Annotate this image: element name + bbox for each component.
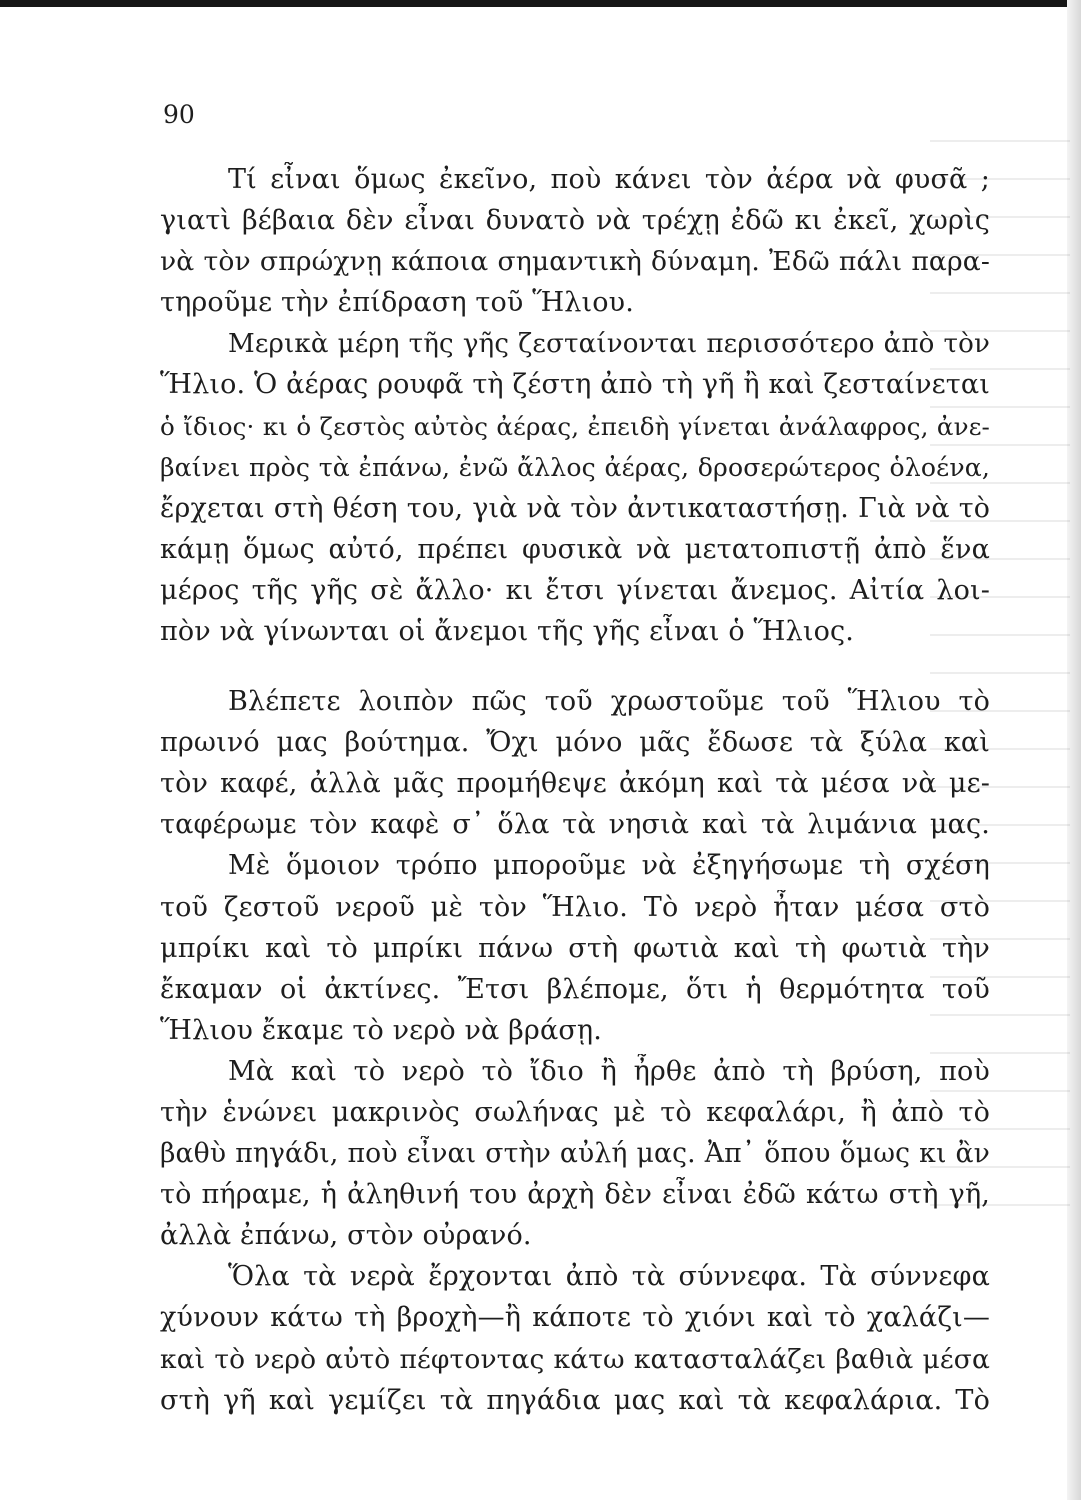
- text-line: τὴν ἑνώνει μακρινὸς σωλήνας μὲ τὸ κεφαλάρι, ἢ ἀπὸ τὸ: [160, 1096, 990, 1128]
- text-line: τὸ πήραμε, ἡ ἀληθινή του ἀρχὴ δὲν εἶναι ἐδῶ κάτω στὴ γῆ,: [160, 1179, 990, 1211]
- text-line: χύνουν κάτω τὴ βροχὴ—ἢ κάποτε τὸ χιόνι καὶ τὸ χαλάζι—: [160, 1302, 990, 1334]
- text-line: πὸν νὰ γίνωνται οἱ ἄνεμοι τῆς γῆς εἶναι ὁ Ἥλιος.: [160, 616, 855, 648]
- text-line: Ὅλα τὰ νερὰ ἔρχονται ἀπὸ τὰ σύννεφα. Τὰ σύννεφα: [228, 1261, 990, 1293]
- text-line: τηροῦμε τὴν ἐπίδραση τοῦ Ἥλιου.: [160, 287, 634, 319]
- text-line: κάμῃ ὅμως αὐτό, πρέπει φυσικὰ νὰ μετατοπιστῇ ἀπὸ ἕνα: [160, 533, 990, 565]
- page-top-edge: [0, 0, 1081, 7]
- text-line: πρωινό μας βούτημα. Ὄχι μόνο μᾶς ἔδωσε τὰ ξύλα καὶ: [160, 727, 990, 759]
- text-line: Ἥλιο. Ὁ ἀέρας ρουφᾶ τὴ ζέστη ἀπὸ τὴ γῆ ἢ καὶ ζεσταίνεται: [160, 369, 990, 401]
- text-line: Βλέπετε λοιπὸν πῶς τοῦ χρωστοῦμε τοῦ Ἥλιου τὸ: [228, 686, 990, 718]
- text-line: Μὰ καὶ τὸ νερὸ τὸ ἴδιο ἢ ἦρθε ἀπὸ τὴ βρύση, ποὺ: [228, 1055, 990, 1087]
- text-line: στὴ γῆ καὶ γεμίζει τὰ πηγάδια μας καὶ τὰ κεφαλάρια. Τὸ: [160, 1384, 990, 1416]
- text-line: τοῦ ζεστοῦ νεροῦ μὲ τὸν Ἥλιο. Τὸ νερὸ ἦταν μέσα στὸ: [160, 891, 990, 923]
- text-line: ταφέρωμε τὸν καφὲ σ᾽ ὅλα τὰ νησιὰ καὶ τὰ λιμάνια μας.: [160, 809, 990, 841]
- text-line: βαθὺ πηγάδι, ποὺ εἶναι στὴν αὐλή μας. Ἀπ᾽ ὅπου ὅμως κι ἂν: [160, 1138, 990, 1170]
- text-line: Μερικὰ μέρη τῆς γῆς ζεσταίνονται περισσότερο ἀπὸ τὸν: [228, 329, 990, 360]
- text-line: ἀλλὰ ἐπάνω, στὸν οὐρανό.: [160, 1220, 532, 1252]
- text-line: μπρίκι καὶ τὸ μπρίκι πάνω στὴ φωτιὰ καὶ τὴ φωτιὰ τὴν: [160, 932, 990, 964]
- text-line: Μὲ ὅμοιον τρόπο μποροῦμε νὰ ἐξηγήσωμε τὴ σχέση: [228, 850, 990, 882]
- text-line: μέρος τῆς γῆς σὲ ἄλλο· κι ἔτσι γίνεται ἄνεμος. Αἰτία λοι-: [160, 574, 990, 606]
- text-line: βαίνει πρὸς τὰ ἐπάνω, ἐνῶ ἄλλος ἀέρας, δροσερώτερος ὁλοένα,: [160, 452, 990, 482]
- text-line: ἔρχεται στὴ θέση του, γιὰ νὰ τὸν ἀντικαταστήσῃ. Γιὰ νὰ τὸ: [160, 492, 990, 524]
- text-line: καὶ τὸ νερὸ αὐτὸ πέφτοντας κάτω κατασταλάζει βαθιὰ μέσα: [160, 1343, 990, 1375]
- text-line: ὁ ἴδιος· κι ὁ ζεστὸς αὐτὸς ἀέρας, ἐπειδὴ γίνεται ἀνάλαφρος, ἀνε-: [160, 411, 990, 441]
- text-line: ἔκαμαν οἱ ἀκτίνες. Ἔτσι βλέπομε, ὅτι ἡ θερμότητα τοῦ: [160, 973, 990, 1005]
- body-text: [160, 162, 990, 1424]
- text-line: τὸν καφέ, ἀλλὰ μᾶς προμήθεψε ἀκόμη καὶ τὰ μέσα νὰ με-: [160, 768, 990, 800]
- text-line: νὰ τὸν σπρώχνῃ κάποια σημαντικὴ δύναμη. Ἐδῶ πάλι παρα-: [160, 246, 990, 278]
- text-line: γιατὶ βέβαια δὲν εἶναι δυνατὸ νὰ τρέχῃ ἐδῶ κι ἐκεῖ, χωρὶς: [160, 205, 990, 237]
- text-line: Ἥλιου ἔκαμε τὸ νερὸ νὰ βράσῃ.: [160, 1014, 602, 1046]
- page-number: 90: [163, 100, 195, 129]
- text-line: Τί εἶναι ὅμως ἐκεῖνο, ποὺ κάνει τὸν ἀέρα νὰ φυσᾶ ;: [228, 164, 990, 195]
